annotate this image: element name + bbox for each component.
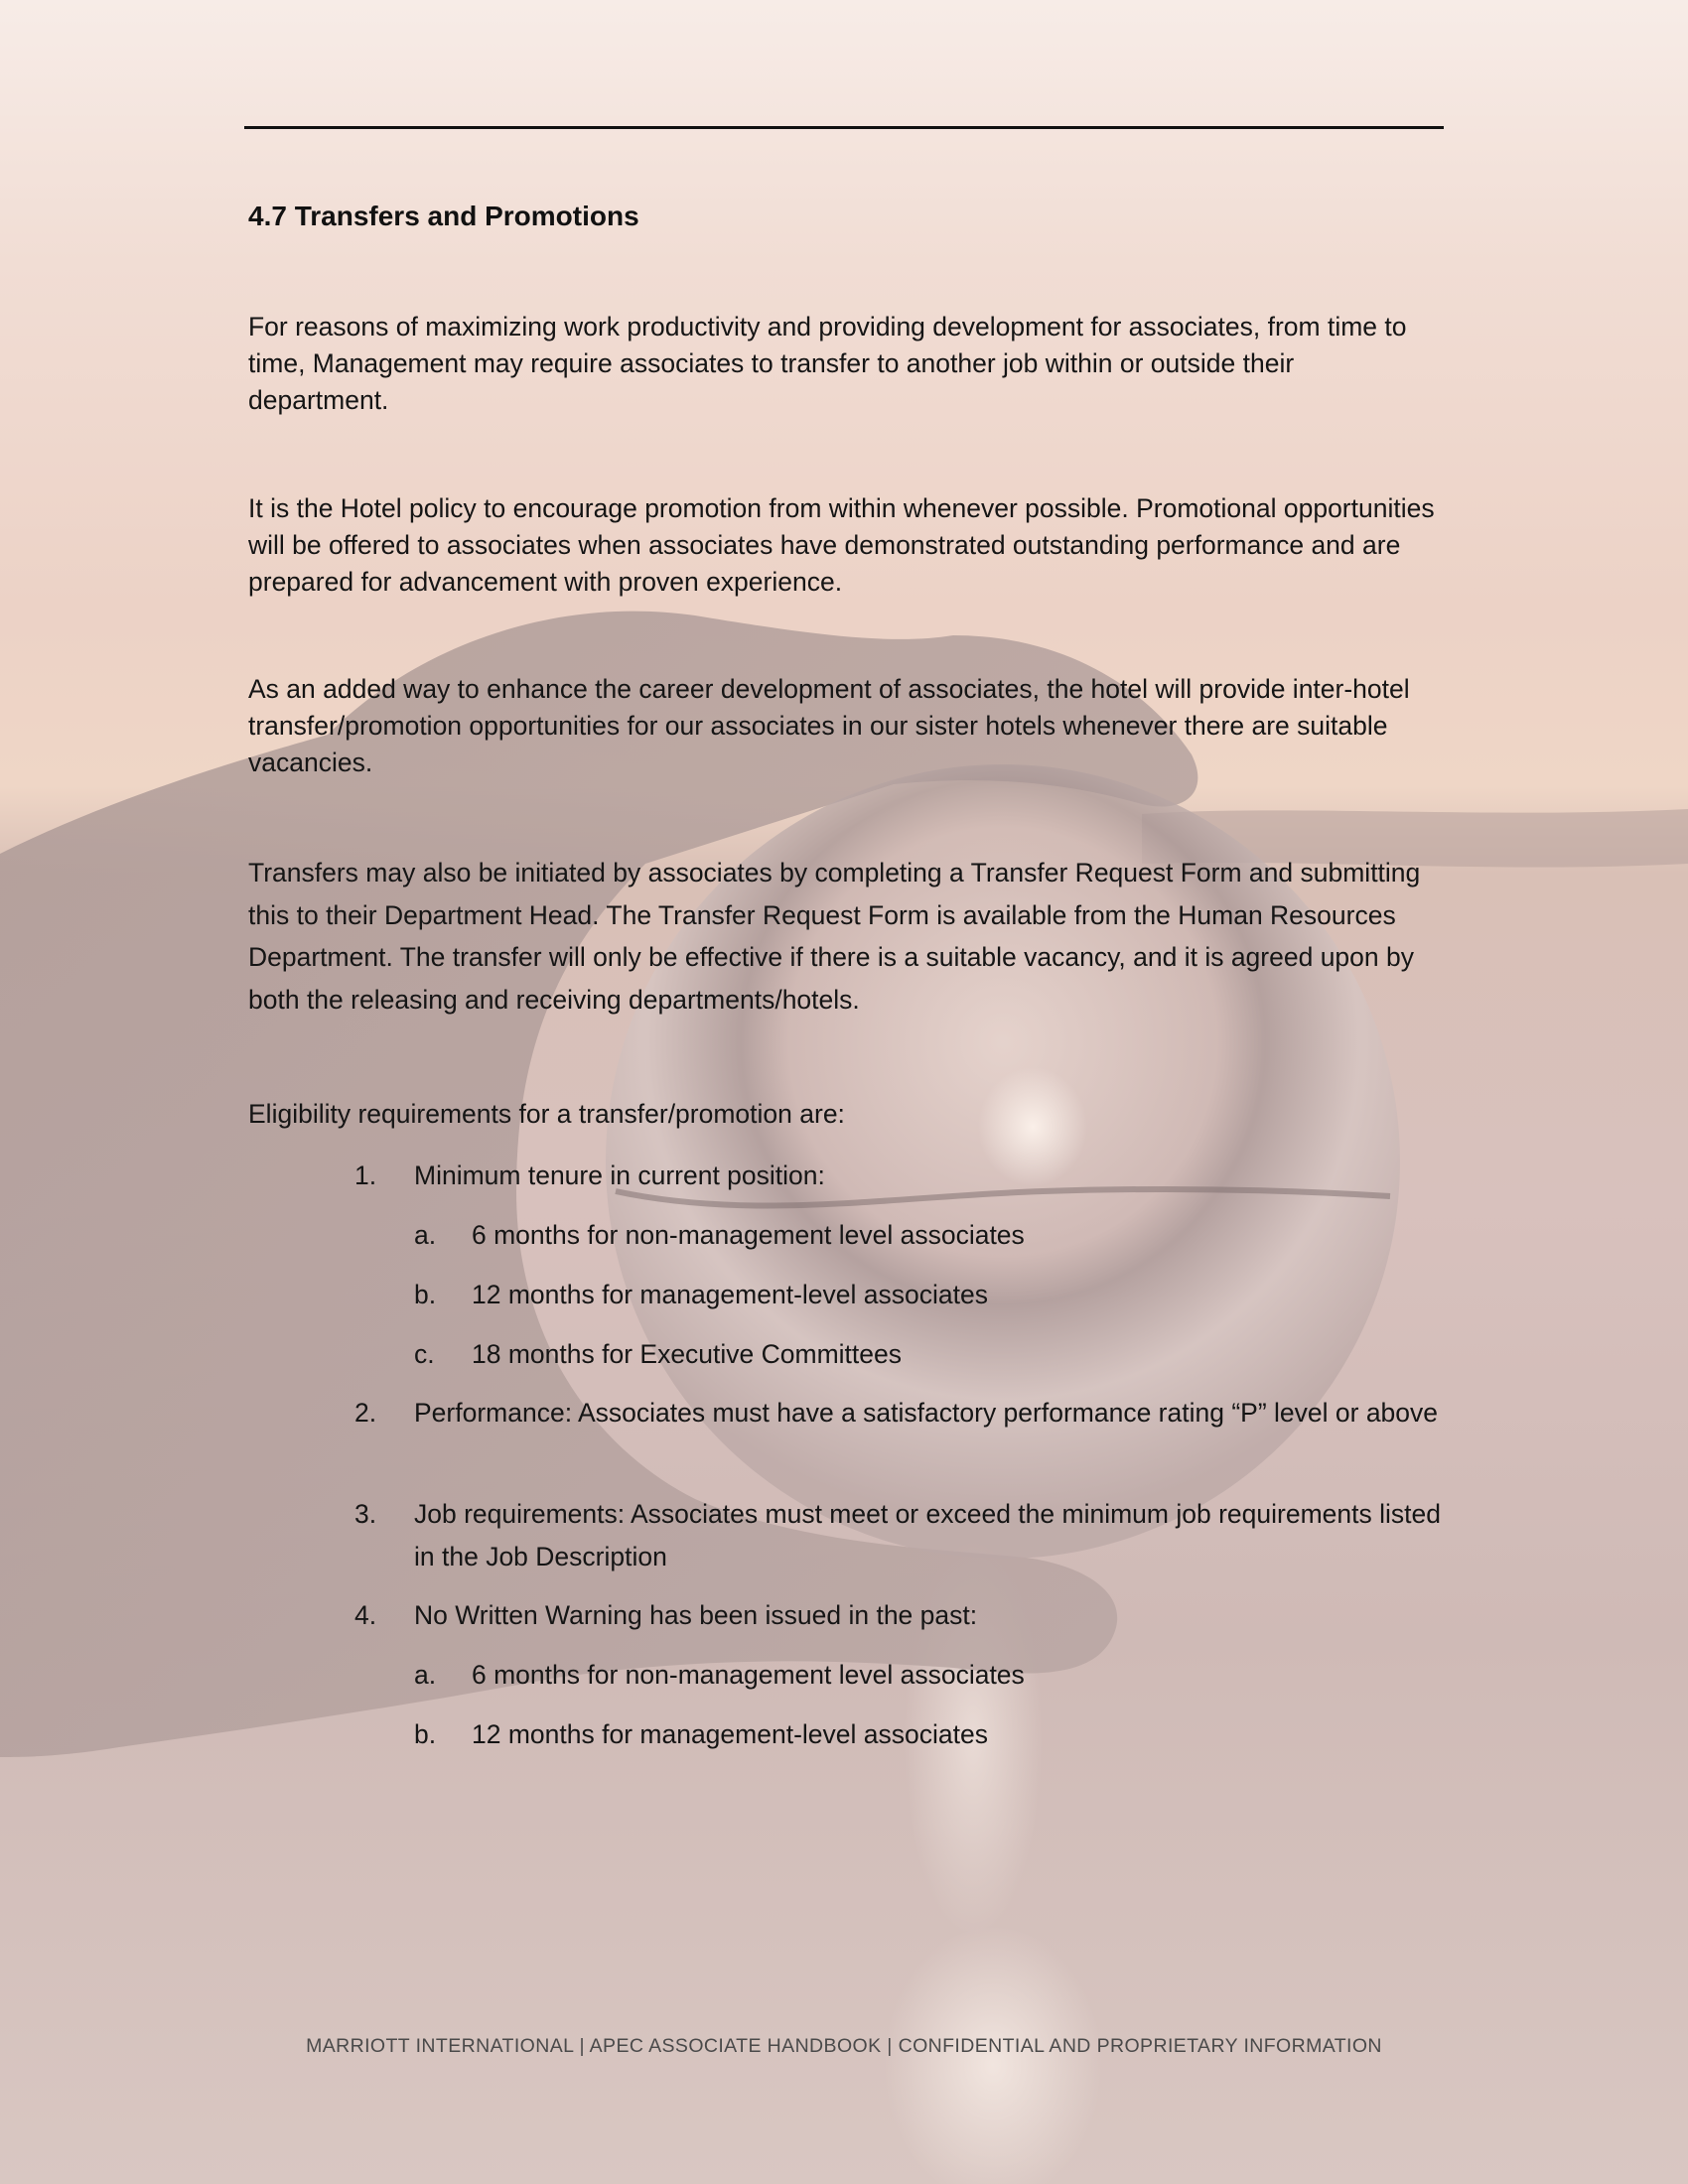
list-item-text: No Written Warning has been issued in the past: <box>414 1600 978 1630</box>
eligibility-intro: Eligibility requirements for a transfer/promotion are: <box>248 1099 845 1129</box>
page-footer: MARRIOTT INTERNATIONAL | APEC ASSOCIATE HANDBOOK | CONFIDENTIAL AND PROPRIETARY INFORMATION <box>306 2035 1382 2057</box>
header-rule <box>244 126 1444 129</box>
section-title: 4.7 Transfers and Promotions <box>248 201 639 231</box>
list-marker: b. <box>414 1280 437 1309</box>
list-item-text: Job requirements: Associates must meet or exceed the minimum job requirements listed in the Job Description <box>414 1499 1441 1571</box>
list-subitem-text: 12 months for management-level associates <box>472 1280 988 1309</box>
paragraph-transfer-by-management: For reasons of maximizing work productivity and providing development for associates, from time to time, Management may require associates to transfer to another job within or outside their department. <box>248 312 1407 415</box>
list-item-text: Minimum tenure in current position: <box>414 1160 825 1190</box>
list-item-text: Performance: Associates must have a satisfactory performance rating “P” level or above <box>414 1398 1439 1428</box>
list-marker: c. <box>414 1339 435 1369</box>
paragraph-inter-hotel-transfer: As an added way to enhance the career development of associates, the hotel will provide inter-hotel transfer/promotion opportunities for our associates in our sister hotels whenever there are suitable vacancies. <box>248 674 1410 777</box>
list-subitem-text: 18 months for Executive Committees <box>472 1339 903 1369</box>
list-marker: b. <box>414 1719 437 1749</box>
list-subitem-text: 6 months for non-management level associates <box>472 1220 1025 1250</box>
list-marker: 1. <box>354 1160 377 1190</box>
list-subitem-text: 12 months for management-level associates <box>472 1719 988 1749</box>
list-marker: a. <box>414 1660 437 1690</box>
paragraph-transfer-request-form: Transfers may also be initiated by associates by completing a Transfer Request Form and submitting this to their Department Head. The Transfer Request Form is available from the Human Resources Department. The transfer will only be effective if there is a suitable vacancy, and it is agreed upon by both the releasing and receiving departments/hotels. <box>248 858 1421 1015</box>
list-marker: a. <box>414 1220 437 1250</box>
paragraph-promotion-policy: It is the Hotel policy to encourage promotion from within whenever possible. Promotional opportunities will be offered to associates when associates have demonstrated outstanding performance and are prepared for advancement with proven experience. <box>248 493 1435 597</box>
list-marker: 2. <box>354 1398 377 1428</box>
list-marker: 3. <box>354 1499 377 1529</box>
list-subitem-text: 6 months for non-management level associates <box>472 1660 1025 1690</box>
list-marker: 4. <box>354 1600 377 1630</box>
